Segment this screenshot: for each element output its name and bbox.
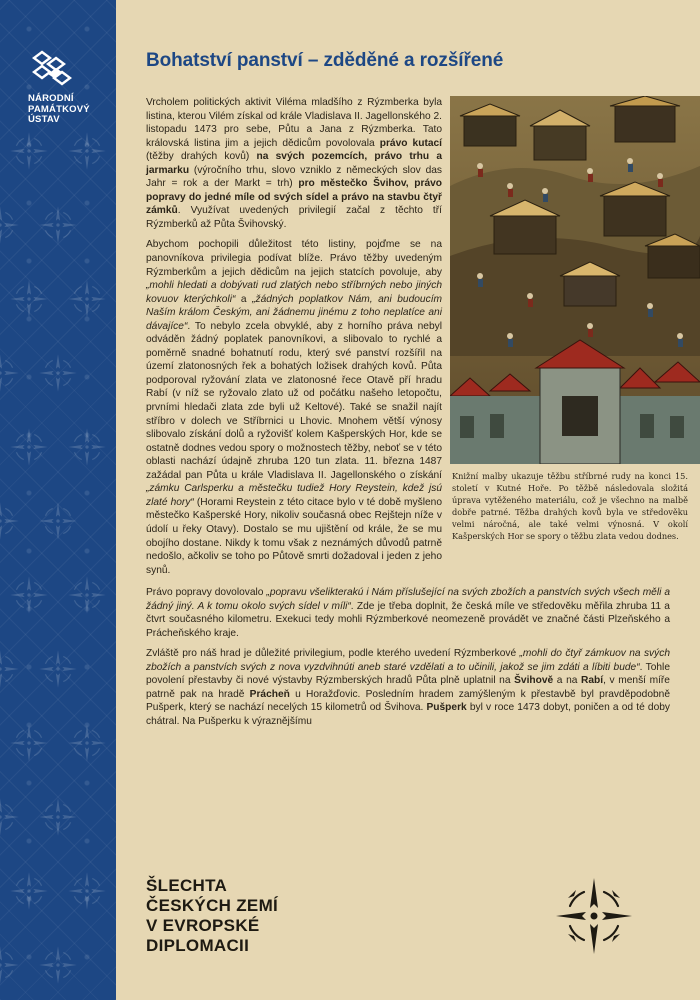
text-run: Vrcholem politických aktivit Viléma mladšího z Rýzmberka byla listina, kterou Vilém získal od krále Vladislava II. Jagellonského 2. listopadu 1473 pro sebe, Půtu a Jana z Rýzmberka. Tato královská listina jim a jejich dědicům povolovala [146,97,442,149]
compass-pattern-icon [0,648,21,690]
text-run: , v menší míře patrně pak na hradě [146,675,670,700]
text-run: Zvláště pro náš hrad je důležité privilegium, podle kterého uvedení Rýzmberkové [146,648,520,660]
sidebar-pattern [0,0,116,1000]
emphasis-bold: Švihově [514,675,554,687]
mining-painting-image [450,96,700,464]
compass-pattern-icon [37,352,79,394]
compass-pattern-icon [0,944,21,986]
text-run: a na [553,675,582,687]
compass-pattern-icon [37,204,79,246]
compass-pattern-icon [8,426,50,468]
institution-logo [28,50,112,126]
compass-pattern-icon [37,500,79,542]
text-run: . To nebylo zcela obvyklé, aby z horního práva nebyl odváděn žádný poplatek panovníkovi, a slibovalo to rychlé a poměrně snadné bohatnutí rodu, který své panství rozšířil na území zlatonosných řek a bohatých ložisek drahých kovů. Půta podporoval ryžování zlata ve zlatonosné řece Otavě pří hradu Rabí (v níž se ryžovalo zlato už od počátku našeho letopočtu, prvními hledači zlata zde byli už Keltové). Také se snažil najít stříbro v dolech ve Stříbrnici u Lhovic. Mnohem větší výnosy slibovalo získání dolů a ryžovišť kolem Kašperských Hor, kde se ostatně dodnes vedou spory o možnostech těžby, neboť se v této oblasti nachází údajně zhruba 120 tun zlata. 11. března 1487 zažádal pan Půta u krále Vladislava II. Jagellonského o získání [146,320,442,481]
compass-pattern-icon [66,278,108,320]
compass-pattern-icon [0,352,21,394]
compass-pattern-icon [0,796,21,838]
text-run: byl v roce 1473 dobyt, poničen a od té doby chátral. Na Pušperku k výraznějšímu [146,702,670,727]
text-run: . Využívat uvedených privilegií začal z těchto tří Rýzmberků až Půta Švihovský. [146,205,442,230]
compass-pattern-icon [8,130,50,172]
quotation-italic: „popravu všelikterakú i Nám příslušející na svých zbožích a panstvích svých všech měli a žádný jiný. A k tomu okolo svých sídel v míli“ [146,587,670,612]
emphasis-bold: pro městečko Švihov, právo popravy do jedné míle od svých sídel a právo na stavbu čtyř zámků [146,178,442,217]
text-run: (těžby drahých kovů) [146,151,257,163]
compass-pattern-icon [37,944,79,986]
emphasis-bold: Rabí [581,675,604,687]
manuscript-illustration [450,96,700,464]
paragraph-2 [146,238,442,577]
institution-name: NÁRODNÍ PAMÁTKOVÝ ÚSTAV [28,93,90,125]
text-run: Abychom pochopili důležitost této listiny, pojďme se na panovníkova privilegia podívat blíže. Právo těžby uvedeným Rýzmberkům a jejich dědicům na jejich statcích povoluje, aby [146,239,442,278]
text-run: . Zde je třeba doplnit, že česká míle ve středověku měřila zhruba 11 a čtvrt současného kilometru. Exekuci tedy mohli Rýzmberkové neomezeně provádět ve značné části Plzeňského a Prácheňského kraje. [146,600,670,639]
quotation-italic: „mohli hledati a dobývati rud zlatých nebo stříbrných nebo jiných kovuov kterýchkoli“ [146,280,442,305]
figure-caption: Knižní malby ukazuje těžbu stříbrné rudy na konci 15. století v Kutné Hoře. Po těžbě následovala složitá úprava vytěženého materiálu, což je všechno na malbě dobře patrné. Těžba drahých kovů byla ve středověku velmi náročná, ale také velmi výnosná. V okolí Kašperských Hor se spory o těžbu zlata vedou dodnes. [452,471,688,541]
emphasis-bold: Pušperk [426,702,467,714]
page-title: Bohatství panství – zděděné a rozšířené [146,50,504,71]
emphasis-bold: Prácheň [249,688,290,700]
compass-pattern-icon [8,574,50,616]
quotation-italic: „mohli do čtyř zámkuov na svých zbožích a panstvích svých z nova vyzdvihnúti aneb staré vzdělati a to učinili, jakož se jim zdáti a líbiti bude“ [146,648,670,673]
quotation-italic: „žádných poplatkov Nám, ani budoucím Naším králom Českým, ani žádnemu jinému z toho neplatíce ani dávajíce“ [146,293,443,332]
compass-pattern-icon [66,870,108,912]
series-title: ŠLECHTA ČESKÝCH ZEMÍ V EVROPSKÉ DIPLOMACII [146,876,279,955]
compass-pattern-icon [66,130,108,172]
compass-pattern-icon [66,722,108,764]
compass-pattern-icon [37,796,79,838]
text-run: (Horami Reystein z této citace bylo v té době myšleno městečko Kašperské Hory, nikoliv současná obec Rejštejn níže v údolí u řeky Otavy). Dostalo se mu ujištění od krále, že se mu obojího dostane. Nikdy k tomu však z neznámých důvodů patrně nedošlo, ačkoliv se toho po Půtově smrti dožadoval i jeden z jeho synů. [146,496,442,576]
npu-logo-icon [28,50,76,86]
compass-pattern-icon [66,574,108,616]
paragraph-4 [146,647,670,728]
emphasis-bold: právo kutací [379,137,442,149]
text-column-narrow [146,96,442,584]
emphasis-bold: na svých pozemcích, právo trhu a jarmarku [146,151,442,176]
compass-pattern-icon [8,722,50,764]
text-run: u Horažďovic. Posledním hradem zamýšleným k přestavbě byl pravděpodobně Pušperk, který se nachází necelých 15 kilometrů od Švihova. [146,688,670,714]
text-column-wide [146,586,670,735]
compass-pattern-icon [8,870,50,912]
compass-pattern-icon [0,204,21,246]
compass-pattern-icon [0,500,21,542]
compass-pattern-icon [66,426,108,468]
text-run: (výročního trhu, slovo vzniklo z německých slov das Jahr = rok a der Markt = trh) [146,164,442,190]
compass-pattern-icon [37,648,79,690]
text-run: . Tohle povolení přestavby či nové výstavby Rýzmberských hradů Půta plně uplatnil na [146,661,670,687]
quotation-italic: „zámku Carlsperku a městečku tudiež Hory Reystein, kdež jsú zlaté hory“ [146,483,442,508]
text-run: Právo popravy dovolovalo [146,587,267,598]
paragraph-1 [146,96,442,231]
paragraph-3 [146,586,670,640]
compass-pattern-icon [8,278,50,320]
text-run: a [235,293,253,305]
compass-emblem-icon [554,876,634,956]
